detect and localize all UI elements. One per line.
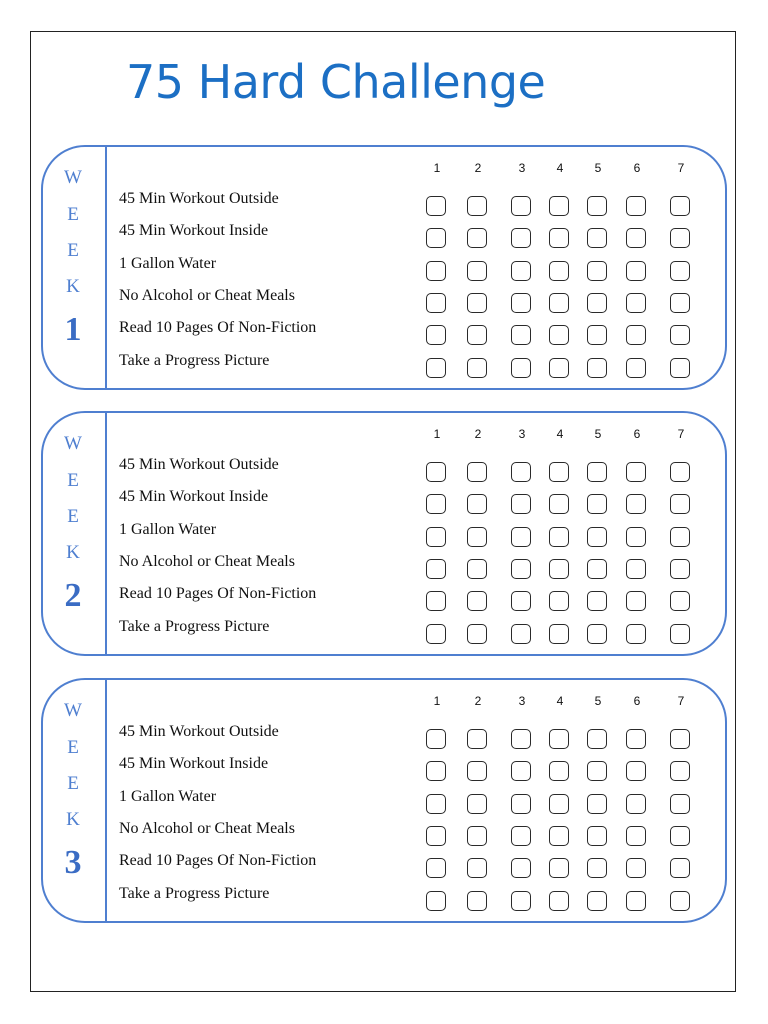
day-checkbox[interactable] xyxy=(626,624,646,644)
day-checkbox[interactable] xyxy=(426,527,446,547)
week-number: 2 xyxy=(64,577,82,614)
task-label: 45 Min Workout Outside xyxy=(119,723,279,740)
day-checkbox[interactable] xyxy=(587,196,607,216)
day-checkbox[interactable] xyxy=(587,591,607,611)
day-header: 5 xyxy=(594,427,602,441)
day-header: 6 xyxy=(633,694,641,708)
day-checkbox[interactable] xyxy=(626,591,646,611)
day-checkbox[interactable] xyxy=(549,196,569,216)
week-number: 3 xyxy=(64,844,82,881)
day-checkbox[interactable] xyxy=(426,293,446,313)
day-checkbox[interactable] xyxy=(670,761,690,781)
day-checkbox[interactable] xyxy=(511,527,531,547)
day-checkbox[interactable] xyxy=(549,494,569,514)
day-checkbox[interactable] xyxy=(626,462,646,482)
day-checkbox[interactable] xyxy=(670,891,690,911)
day-checkbox[interactable] xyxy=(549,591,569,611)
day-checkbox[interactable] xyxy=(626,325,646,345)
day-header: 3 xyxy=(518,694,526,708)
task-label: Take a Progress Picture xyxy=(119,352,270,369)
day-checkbox[interactable] xyxy=(467,858,487,878)
task-label: No Alcohol or Cheat Meals xyxy=(119,553,295,570)
week-label xyxy=(43,413,105,654)
task-label: Read 10 Pages Of Non-Fiction xyxy=(119,852,317,869)
task-label: No Alcohol or Cheat Meals xyxy=(119,820,295,837)
day-checkbox[interactable] xyxy=(426,858,446,878)
week-label-letter: E xyxy=(67,240,79,261)
day-checkbox[interactable] xyxy=(670,624,690,644)
week-label-letter: E xyxy=(67,773,79,794)
day-checkbox[interactable] xyxy=(467,729,487,749)
day-checkbox[interactable] xyxy=(549,559,569,579)
day-checkbox[interactable] xyxy=(426,358,446,378)
day-header: 4 xyxy=(556,161,564,175)
week-card-3 xyxy=(41,678,727,923)
day-checkbox[interactable] xyxy=(670,358,690,378)
day-checkbox[interactable] xyxy=(549,624,569,644)
day-checkbox[interactable] xyxy=(511,494,531,514)
day-checkbox[interactable] xyxy=(467,228,487,248)
week-divider xyxy=(105,147,107,388)
day-checkbox[interactable] xyxy=(511,261,531,281)
day-checkbox[interactable] xyxy=(626,494,646,514)
day-checkbox[interactable] xyxy=(426,559,446,579)
day-checkbox[interactable] xyxy=(587,261,607,281)
day-checkbox[interactable] xyxy=(511,891,531,911)
day-checkbox[interactable] xyxy=(511,559,531,579)
day-checkbox[interactable] xyxy=(511,462,531,482)
day-checkbox[interactable] xyxy=(426,624,446,644)
day-header: 5 xyxy=(594,694,602,708)
day-checkbox[interactable] xyxy=(511,196,531,216)
day-checkbox[interactable] xyxy=(670,196,690,216)
week-label-letter: W xyxy=(64,700,82,721)
week-card-1 xyxy=(41,145,727,390)
day-checkbox[interactable] xyxy=(426,826,446,846)
day-checkbox[interactable] xyxy=(670,228,690,248)
week-label-letter: E xyxy=(67,470,79,491)
day-checkbox[interactable] xyxy=(670,794,690,814)
day-header: 1 xyxy=(433,694,441,708)
day-checkbox[interactable] xyxy=(587,729,607,749)
week-label-letter: W xyxy=(64,167,82,188)
week-label xyxy=(43,147,105,388)
day-checkbox[interactable] xyxy=(587,494,607,514)
day-header: 2 xyxy=(474,161,482,175)
week-label-letter: K xyxy=(66,276,80,297)
day-checkbox[interactable] xyxy=(626,794,646,814)
day-checkbox[interactable] xyxy=(426,891,446,911)
task-label: Take a Progress Picture xyxy=(119,885,270,902)
day-checkbox[interactable] xyxy=(626,228,646,248)
task-label: 1 Gallon Water xyxy=(119,521,217,538)
day-checkbox[interactable] xyxy=(467,761,487,781)
day-checkbox[interactable] xyxy=(467,591,487,611)
day-header: 1 xyxy=(433,427,441,441)
day-header: 7 xyxy=(677,161,685,175)
day-checkbox[interactable] xyxy=(467,891,487,911)
day-header: 5 xyxy=(594,161,602,175)
day-checkbox[interactable] xyxy=(626,527,646,547)
day-header: 2 xyxy=(474,694,482,708)
day-header: 7 xyxy=(677,427,685,441)
day-checkbox[interactable] xyxy=(549,891,569,911)
week-divider xyxy=(105,680,107,921)
week-label-letter: W xyxy=(64,433,82,454)
day-checkbox[interactable] xyxy=(626,358,646,378)
day-checkbox[interactable] xyxy=(549,729,569,749)
day-checkbox[interactable] xyxy=(467,358,487,378)
day-checkbox[interactable] xyxy=(626,261,646,281)
day-checkbox[interactable] xyxy=(467,261,487,281)
day-checkbox[interactable] xyxy=(670,729,690,749)
day-checkbox[interactable] xyxy=(587,891,607,911)
day-checkbox[interactable] xyxy=(549,826,569,846)
day-checkbox[interactable] xyxy=(587,527,607,547)
day-checkbox[interactable] xyxy=(511,761,531,781)
day-checkbox[interactable] xyxy=(549,261,569,281)
week-label-letter: E xyxy=(67,737,79,758)
day-checkbox[interactable] xyxy=(626,559,646,579)
day-checkbox[interactable] xyxy=(467,494,487,514)
day-checkbox[interactable] xyxy=(549,293,569,313)
day-checkbox[interactable] xyxy=(511,358,531,378)
day-header: 2 xyxy=(474,427,482,441)
day-checkbox[interactable] xyxy=(467,293,487,313)
task-label: 1 Gallon Water xyxy=(119,788,217,805)
day-checkbox[interactable] xyxy=(626,826,646,846)
day-checkbox[interactable] xyxy=(549,462,569,482)
day-checkbox[interactable] xyxy=(511,228,531,248)
day-checkbox[interactable] xyxy=(670,462,690,482)
day-checkbox[interactable] xyxy=(670,527,690,547)
day-checkbox[interactable] xyxy=(467,196,487,216)
day-checkbox[interactable] xyxy=(587,761,607,781)
day-checkbox[interactable] xyxy=(626,729,646,749)
day-checkbox[interactable] xyxy=(426,228,446,248)
day-checkbox[interactable] xyxy=(587,358,607,378)
day-header: 1 xyxy=(433,161,441,175)
day-checkbox[interactable] xyxy=(426,196,446,216)
day-checkbox[interactable] xyxy=(511,794,531,814)
task-label: 45 Min Workout Inside xyxy=(119,755,269,772)
day-checkbox[interactable] xyxy=(467,794,487,814)
day-checkbox[interactable] xyxy=(426,761,446,781)
day-header: 6 xyxy=(633,161,641,175)
day-checkbox[interactable] xyxy=(426,462,446,482)
day-checkbox[interactable] xyxy=(626,858,646,878)
day-checkbox[interactable] xyxy=(549,325,569,345)
day-checkbox[interactable] xyxy=(549,794,569,814)
day-checkbox[interactable] xyxy=(467,325,487,345)
page-title: 75 Hard Challenge xyxy=(126,55,546,109)
day-checkbox[interactable] xyxy=(426,261,446,281)
day-checkbox[interactable] xyxy=(467,559,487,579)
day-checkbox[interactable] xyxy=(670,591,690,611)
week-label xyxy=(43,680,105,921)
task-label: No Alcohol or Cheat Meals xyxy=(119,287,295,304)
week-label-letter: K xyxy=(66,542,80,563)
day-checkbox[interactable] xyxy=(511,325,531,345)
day-checkbox[interactable] xyxy=(670,325,690,345)
day-checkbox[interactable] xyxy=(626,196,646,216)
day-checkbox[interactable] xyxy=(587,794,607,814)
day-header: 7 xyxy=(677,694,685,708)
day-header: 3 xyxy=(518,427,526,441)
day-checkbox[interactable] xyxy=(670,858,690,878)
day-checkbox[interactable] xyxy=(467,462,487,482)
day-checkbox[interactable] xyxy=(587,325,607,345)
day-checkbox[interactable] xyxy=(626,761,646,781)
week-card-2 xyxy=(41,411,727,656)
day-checkbox[interactable] xyxy=(426,794,446,814)
day-checkbox[interactable] xyxy=(587,624,607,644)
day-checkbox[interactable] xyxy=(670,293,690,313)
task-label: 45 Min Workout Outside xyxy=(119,190,279,207)
day-checkbox[interactable] xyxy=(626,293,646,313)
day-checkbox[interactable] xyxy=(467,826,487,846)
day-header: 4 xyxy=(556,427,564,441)
week-number: 1 xyxy=(64,311,82,348)
day-checkbox[interactable] xyxy=(549,228,569,248)
day-checkbox[interactable] xyxy=(511,826,531,846)
week-label-letter: E xyxy=(67,204,79,225)
week-divider xyxy=(105,413,107,654)
day-checkbox[interactable] xyxy=(426,591,446,611)
day-checkbox[interactable] xyxy=(511,591,531,611)
day-header: 4 xyxy=(556,694,564,708)
task-label: 45 Min Workout Inside xyxy=(119,222,269,239)
day-checkbox[interactable] xyxy=(511,858,531,878)
week-label-letter: K xyxy=(66,809,80,830)
task-label: 45 Min Workout Outside xyxy=(119,456,279,473)
task-label: 45 Min Workout Inside xyxy=(119,488,269,505)
day-checkbox[interactable] xyxy=(467,527,487,547)
task-label: Take a Progress Picture xyxy=(119,618,270,635)
day-header: 3 xyxy=(518,161,526,175)
day-checkbox[interactable] xyxy=(511,624,531,644)
day-checkbox[interactable] xyxy=(626,891,646,911)
day-checkbox[interactable] xyxy=(587,228,607,248)
day-checkbox[interactable] xyxy=(467,624,487,644)
day-checkbox[interactable] xyxy=(549,527,569,547)
day-checkbox[interactable] xyxy=(587,559,607,579)
day-header: 6 xyxy=(633,427,641,441)
day-checkbox[interactable] xyxy=(670,261,690,281)
day-checkbox[interactable] xyxy=(426,325,446,345)
day-checkbox[interactable] xyxy=(670,494,690,514)
day-checkbox[interactable] xyxy=(549,358,569,378)
day-checkbox[interactable] xyxy=(670,826,690,846)
day-checkbox[interactable] xyxy=(426,494,446,514)
task-label: 1 Gallon Water xyxy=(119,255,217,272)
day-checkbox[interactable] xyxy=(549,858,569,878)
task-label: Read 10 Pages Of Non-Fiction xyxy=(119,319,317,336)
day-checkbox[interactable] xyxy=(587,858,607,878)
day-checkbox[interactable] xyxy=(670,559,690,579)
task-label: Read 10 Pages Of Non-Fiction xyxy=(119,585,317,602)
day-checkbox[interactable] xyxy=(587,293,607,313)
day-checkbox[interactable] xyxy=(587,826,607,846)
day-checkbox[interactable] xyxy=(511,293,531,313)
week-label-letter: E xyxy=(67,506,79,527)
day-checkbox[interactable] xyxy=(511,729,531,749)
day-checkbox[interactable] xyxy=(426,729,446,749)
day-checkbox[interactable] xyxy=(549,761,569,781)
day-checkbox[interactable] xyxy=(587,462,607,482)
